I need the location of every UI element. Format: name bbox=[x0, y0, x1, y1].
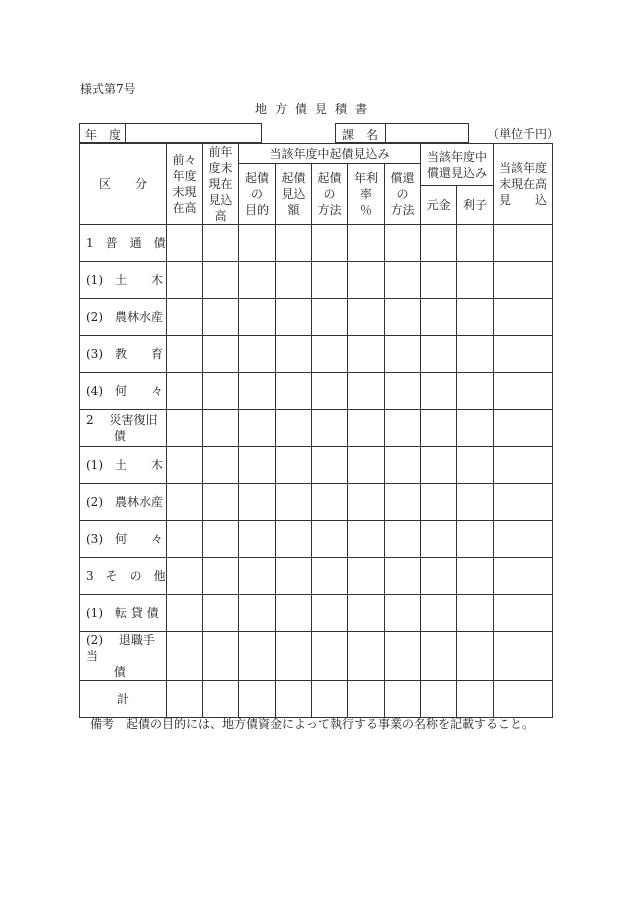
entry-cell[interactable] bbox=[421, 410, 457, 447]
entry-cell[interactable] bbox=[421, 336, 457, 373]
year-label-box bbox=[79, 123, 126, 143]
entry-cell[interactable] bbox=[167, 262, 203, 299]
entry-cell[interactable] bbox=[239, 225, 276, 262]
table-row bbox=[80, 595, 553, 632]
col-issue-method: 起債 の 方法 bbox=[312, 164, 348, 225]
entry-cell[interactable] bbox=[276, 595, 312, 632]
entry-cell[interactable] bbox=[276, 410, 312, 447]
entry-cell[interactable] bbox=[385, 447, 421, 484]
entry-cell[interactable] bbox=[421, 225, 457, 262]
entry-cell[interactable] bbox=[421, 262, 457, 299]
row-label: 3 そ の 他 bbox=[80, 558, 167, 595]
entry-cell[interactable] bbox=[457, 595, 494, 632]
row-label: (1) 土 木 bbox=[80, 447, 167, 484]
col-kubun: 区 分 bbox=[80, 144, 167, 225]
entry-cell[interactable] bbox=[312, 447, 348, 484]
entry-cell[interactable] bbox=[348, 262, 385, 299]
entry-cell[interactable] bbox=[203, 336, 239, 373]
table-row bbox=[80, 681, 553, 718]
entry-cell[interactable] bbox=[494, 632, 553, 681]
entry-cell[interactable] bbox=[348, 484, 385, 521]
row-label: (4) 何 々 bbox=[80, 373, 167, 410]
remarks-text: 起債の目的には、地方債資金によって執行する事業の名称を記載すること。 bbox=[126, 717, 535, 731]
section-field[interactable] bbox=[385, 123, 469, 143]
entry-cell[interactable] bbox=[239, 262, 276, 299]
col-annual-rate: 年利 率 ％ bbox=[348, 164, 385, 225]
entry-cell[interactable] bbox=[167, 299, 203, 336]
entry-cell[interactable] bbox=[385, 595, 421, 632]
entry-cell[interactable] bbox=[167, 484, 203, 521]
entry-cell[interactable] bbox=[312, 336, 348, 373]
entry-cell[interactable] bbox=[385, 632, 421, 681]
entry-cell[interactable] bbox=[276, 447, 312, 484]
entry-cell[interactable] bbox=[348, 681, 385, 718]
remarks bbox=[90, 715, 534, 732]
entry-cell[interactable] bbox=[239, 632, 276, 681]
table-row bbox=[80, 225, 553, 262]
entry-cell[interactable] bbox=[348, 447, 385, 484]
entry-cell[interactable] bbox=[348, 225, 385, 262]
entry-cell[interactable] bbox=[167, 558, 203, 595]
entry-cell[interactable] bbox=[239, 410, 276, 447]
row-label: 計 bbox=[80, 681, 167, 718]
entry-cell[interactable] bbox=[239, 595, 276, 632]
entry-cell[interactable] bbox=[421, 632, 457, 681]
form-number: 様式第7号 bbox=[80, 82, 136, 96]
entry-cell[interactable] bbox=[167, 595, 203, 632]
entry-cell[interactable] bbox=[385, 262, 421, 299]
table-row bbox=[80, 632, 553, 681]
entry-cell[interactable] bbox=[276, 484, 312, 521]
entry-cell[interactable] bbox=[167, 632, 203, 681]
row-label: (2) 農林水産 bbox=[80, 484, 167, 521]
entry-cell[interactable] bbox=[312, 225, 348, 262]
entry-cell[interactable] bbox=[457, 299, 494, 336]
entry-cell[interactable] bbox=[457, 225, 494, 262]
row-label: (1) 転 貸 債 bbox=[80, 595, 167, 632]
entry-cell[interactable] bbox=[494, 410, 553, 447]
entry-cell[interactable] bbox=[385, 299, 421, 336]
col-prev-year-estimate: 前年 度末 現在 見込 高 bbox=[203, 144, 239, 225]
entry-cell[interactable] bbox=[457, 410, 494, 447]
entry-cell[interactable] bbox=[239, 373, 276, 410]
entry-cell[interactable] bbox=[348, 595, 385, 632]
entry-cell[interactable] bbox=[239, 484, 276, 521]
table-row bbox=[80, 410, 553, 447]
entry-cell[interactable] bbox=[457, 484, 494, 521]
entry-cell[interactable] bbox=[348, 632, 385, 681]
remarks-head: 備考 bbox=[90, 717, 115, 731]
entry-cell[interactable] bbox=[457, 681, 494, 718]
entry-cell[interactable] bbox=[494, 484, 553, 521]
entry-cell[interactable] bbox=[167, 336, 203, 373]
entry-cell[interactable] bbox=[312, 373, 348, 410]
entry-cell[interactable] bbox=[239, 681, 276, 718]
entry-cell[interactable] bbox=[312, 681, 348, 718]
row-label: (2) 退職手当 債 bbox=[80, 632, 167, 681]
table-row bbox=[80, 521, 553, 558]
entry-cell[interactable] bbox=[276, 225, 312, 262]
col-prev-prev-balance: 前々 年度 末現 在高 bbox=[167, 144, 203, 225]
entry-cell[interactable] bbox=[276, 521, 312, 558]
entry-cell[interactable] bbox=[203, 595, 239, 632]
entry-cell[interactable] bbox=[203, 681, 239, 718]
entry-cell[interactable] bbox=[457, 336, 494, 373]
entry-cell[interactable] bbox=[276, 632, 312, 681]
entry-cell[interactable] bbox=[203, 447, 239, 484]
entry-cell[interactable] bbox=[203, 225, 239, 262]
entry-cell[interactable] bbox=[239, 521, 276, 558]
entry-cell[interactable] bbox=[239, 447, 276, 484]
entry-cell[interactable] bbox=[348, 521, 385, 558]
row-label: (3) 教 育 bbox=[80, 336, 167, 373]
entry-cell[interactable] bbox=[203, 484, 239, 521]
col-group-repayment: 当該年度中 償還見込み bbox=[421, 144, 494, 186]
entry-cell[interactable] bbox=[494, 681, 553, 718]
col-interest: 利子 bbox=[457, 186, 494, 225]
entry-cell[interactable] bbox=[312, 299, 348, 336]
entry-cell[interactable] bbox=[348, 373, 385, 410]
entry-cell[interactable] bbox=[203, 410, 239, 447]
entry-cell[interactable] bbox=[312, 521, 348, 558]
entry-cell[interactable] bbox=[312, 595, 348, 632]
entry-cell[interactable] bbox=[239, 558, 276, 595]
entry-cell[interactable] bbox=[276, 373, 312, 410]
entry-cell[interactable] bbox=[421, 595, 457, 632]
entry-cell[interactable] bbox=[276, 262, 312, 299]
col-issue-purpose: 起債 の 目的 bbox=[239, 164, 276, 225]
col-issue-amount: 起債 見込 額 bbox=[276, 164, 312, 225]
section-label-box bbox=[335, 123, 386, 143]
entry-cell[interactable] bbox=[385, 373, 421, 410]
entry-cell[interactable] bbox=[494, 521, 553, 558]
entry-cell[interactable] bbox=[312, 484, 348, 521]
entry-cell[interactable] bbox=[421, 521, 457, 558]
entry-cell[interactable] bbox=[457, 447, 494, 484]
entry-cell[interactable] bbox=[167, 410, 203, 447]
entry-cell[interactable] bbox=[385, 681, 421, 718]
entry-cell[interactable] bbox=[203, 521, 239, 558]
entry-cell[interactable] bbox=[239, 299, 276, 336]
table-row bbox=[80, 447, 553, 484]
entry-cell[interactable] bbox=[203, 299, 239, 336]
entry-cell[interactable] bbox=[457, 632, 494, 681]
entry-cell[interactable] bbox=[457, 521, 494, 558]
col-year-end-estimate: 当該年度 末現在高 見 込 bbox=[494, 144, 553, 225]
row-label: 1 普 通 債 bbox=[80, 225, 167, 262]
entry-cell[interactable] bbox=[494, 225, 553, 262]
entry-cell[interactable] bbox=[385, 558, 421, 595]
entry-cell[interactable] bbox=[312, 262, 348, 299]
entry-cell[interactable] bbox=[276, 336, 312, 373]
row-label: (1) 土 木 bbox=[80, 262, 167, 299]
entry-cell[interactable] bbox=[421, 681, 457, 718]
entry-cell[interactable] bbox=[167, 373, 203, 410]
year-field[interactable] bbox=[125, 123, 262, 143]
entry-cell[interactable] bbox=[276, 558, 312, 595]
entry-cell[interactable] bbox=[167, 225, 203, 262]
entry-cell[interactable] bbox=[494, 558, 553, 595]
entry-cell[interactable] bbox=[457, 262, 494, 299]
entry-cell[interactable] bbox=[385, 410, 421, 447]
estimate-table bbox=[79, 143, 553, 718]
entry-cell[interactable] bbox=[494, 447, 553, 484]
entry-cell[interactable] bbox=[421, 373, 457, 410]
table-row bbox=[80, 299, 553, 336]
col-group-issue: 当該年度中起債見込み bbox=[239, 144, 421, 164]
entry-cell[interactable] bbox=[494, 336, 553, 373]
entry-cell[interactable] bbox=[421, 484, 457, 521]
year-label: 年 度 bbox=[85, 128, 122, 142]
row-label: (2) 農林水産 bbox=[80, 299, 167, 336]
entry-cell[interactable] bbox=[385, 521, 421, 558]
entry-cell[interactable] bbox=[203, 632, 239, 681]
entry-cell[interactable] bbox=[276, 299, 312, 336]
col-repay-method: 償還 の 方法 bbox=[385, 164, 421, 225]
entry-cell[interactable] bbox=[421, 558, 457, 595]
entry-cell[interactable] bbox=[203, 558, 239, 595]
table-row bbox=[80, 373, 553, 410]
entry-cell[interactable] bbox=[494, 373, 553, 410]
entry-cell[interactable] bbox=[348, 336, 385, 373]
entry-cell[interactable] bbox=[312, 410, 348, 447]
row-label: 2 災害復旧 債 bbox=[80, 410, 167, 447]
entry-cell[interactable] bbox=[348, 299, 385, 336]
col-principal: 元金 bbox=[421, 186, 457, 225]
entry-cell[interactable] bbox=[312, 632, 348, 681]
entry-cell[interactable] bbox=[276, 681, 312, 718]
entry-cell[interactable] bbox=[385, 336, 421, 373]
table-row bbox=[80, 262, 553, 299]
entry-cell[interactable] bbox=[457, 373, 494, 410]
entry-cell[interactable] bbox=[203, 262, 239, 299]
entry-cell[interactable] bbox=[494, 299, 553, 336]
table-row bbox=[80, 484, 553, 521]
entry-cell[interactable] bbox=[385, 484, 421, 521]
row-label: (3) 何 々 bbox=[80, 521, 167, 558]
entry-cell[interactable] bbox=[167, 681, 203, 718]
document-title: 地方債見積書 bbox=[254, 102, 375, 116]
entry-cell[interactable] bbox=[348, 558, 385, 595]
entry-cell[interactable] bbox=[312, 558, 348, 595]
entry-cell[interactable] bbox=[167, 447, 203, 484]
entry-cell[interactable] bbox=[385, 225, 421, 262]
table-row bbox=[80, 558, 553, 595]
section-label: 課 名 bbox=[342, 128, 379, 142]
entry-cell[interactable] bbox=[421, 299, 457, 336]
entry-cell[interactable] bbox=[457, 558, 494, 595]
entry-cell[interactable] bbox=[494, 262, 553, 299]
entry-cell[interactable] bbox=[348, 410, 385, 447]
entry-cell[interactable] bbox=[494, 595, 553, 632]
entry-cell[interactable] bbox=[421, 447, 457, 484]
table-row bbox=[80, 336, 553, 373]
unit-note: （単位千円） bbox=[487, 127, 560, 141]
entry-cell[interactable] bbox=[203, 373, 239, 410]
entry-cell[interactable] bbox=[239, 336, 276, 373]
entry-cell[interactable] bbox=[167, 521, 203, 558]
